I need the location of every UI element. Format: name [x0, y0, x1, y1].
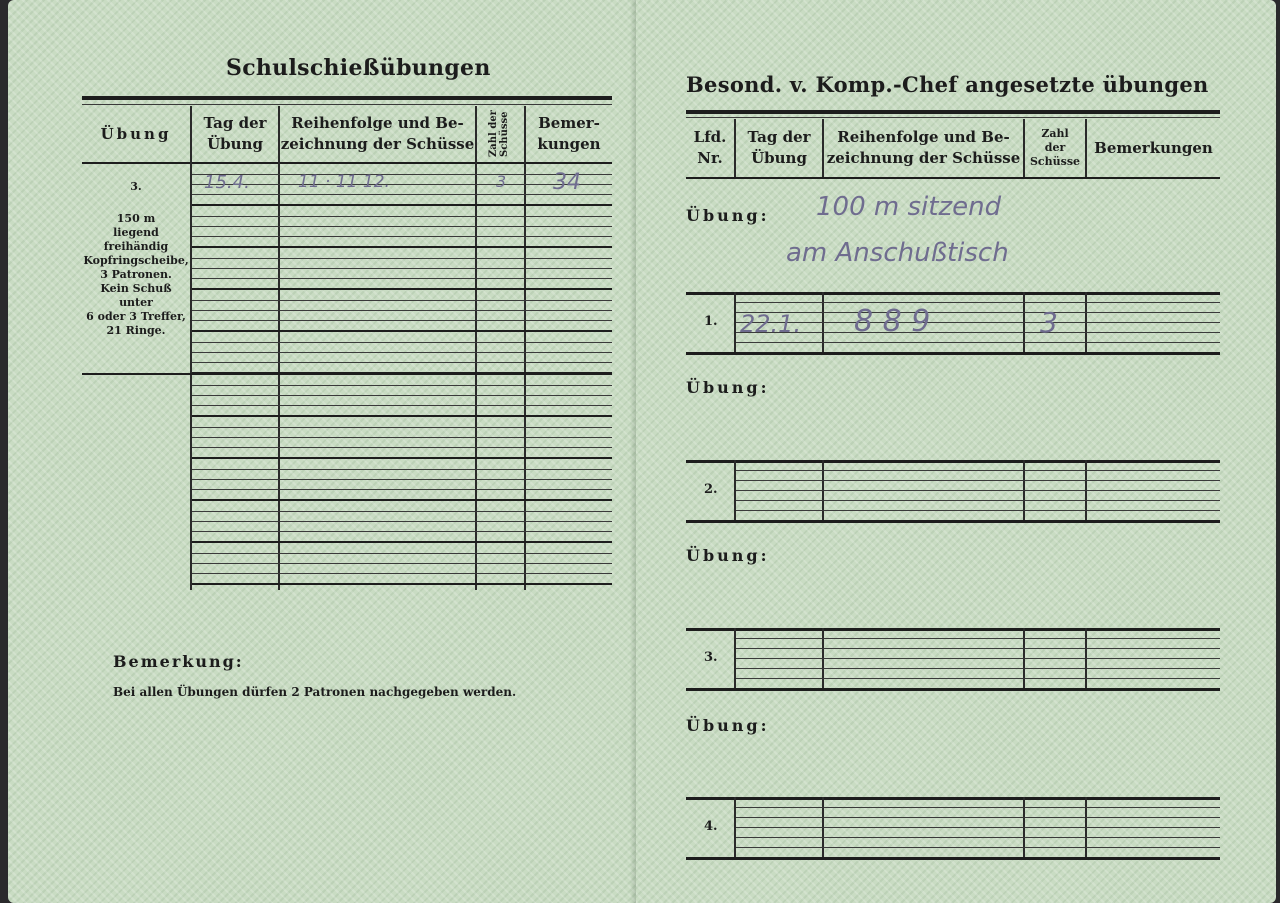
row-group-rule — [192, 330, 612, 332]
row-number: 3. — [704, 650, 718, 665]
row-rule — [192, 236, 612, 237]
right-table-top-thin-rule — [686, 117, 1220, 118]
row-rule — [192, 310, 612, 311]
right-header-bottom-rule — [686, 177, 1220, 179]
entry-count: 3 — [496, 172, 507, 191]
row-rule — [192, 278, 612, 279]
uebung-label: Übung: — [686, 206, 770, 225]
column-divider — [524, 106, 526, 590]
block-row-rule — [736, 678, 1220, 679]
column-divider — [475, 106, 477, 590]
row-rule — [192, 553, 612, 554]
row-rule — [192, 479, 612, 480]
block-top-rule — [686, 797, 1220, 800]
row-rule — [192, 489, 612, 490]
row-rule — [192, 573, 612, 574]
table-top-rule — [82, 96, 612, 100]
block-bottom-rule — [686, 520, 1220, 523]
block-row-rule — [736, 470, 1220, 471]
left-page-title: Schulschießübungen — [226, 55, 491, 81]
uebung-label: Übung: — [686, 378, 770, 397]
handwritten-exercise-line-2: am Anschußtisch — [786, 238, 1009, 268]
block-row-rule — [736, 668, 1220, 669]
row-group-rule — [192, 415, 612, 417]
remark-title: Bemerkung: — [113, 652, 244, 671]
block-row-rule — [736, 302, 1220, 303]
row-rule — [192, 268, 612, 269]
row-rule — [192, 342, 612, 343]
row-group-rule — [192, 583, 612, 585]
block-row-rule — [736, 322, 1220, 323]
exercise-conditions: 150 m liegend freihändig Kopfringscheibe, 3 Patronen. Kein Schuß unter 6 oder 3 Treffer, 21 Ringe. — [83, 212, 189, 337]
left-page — [8, 0, 636, 903]
entry-date: 15.4. — [204, 172, 250, 193]
row-number: 1. — [704, 314, 718, 329]
block-row-rule — [736, 332, 1220, 333]
row-rule — [192, 385, 612, 386]
row-group-rule — [192, 288, 612, 290]
exercise-number: 3. — [130, 180, 142, 193]
row-group-rule — [192, 541, 612, 543]
block-row-rule — [736, 312, 1220, 313]
row-rule — [192, 511, 612, 512]
header-bemerkungen: Bemerkungen — [1094, 138, 1213, 157]
block-row-rule — [736, 827, 1220, 828]
header-reihenfolge: Reihenfolge und Be- zeichnung der Schüsse — [280, 114, 475, 153]
header-uebung: Übung — [100, 124, 172, 143]
block-row-rule — [736, 648, 1220, 649]
row-rule — [192, 521, 612, 522]
header-bottom-rule — [82, 162, 612, 164]
header-zahl-der-schuesse: Zahl der Schüsse — [488, 110, 510, 158]
row-rule — [192, 226, 612, 227]
row-rule — [192, 216, 612, 217]
right-table-top-rule — [686, 110, 1220, 114]
column-divider — [278, 106, 280, 590]
row-group-rule — [192, 372, 612, 374]
entry-remark: 34 — [553, 170, 581, 195]
row-rule — [192, 395, 612, 396]
block-row-rule — [736, 480, 1220, 481]
block-row-rule — [736, 342, 1220, 343]
row-rule — [192, 320, 612, 321]
handwritten-exercise-line-1: 100 m sitzend — [816, 192, 1002, 222]
row-rule — [192, 563, 612, 564]
row-rule — [192, 447, 612, 448]
block-top-rule — [686, 628, 1220, 631]
row1-count: 3 — [1040, 306, 1058, 339]
block-row-rule — [736, 490, 1220, 491]
row-rule — [192, 194, 612, 195]
block-row-rule — [736, 807, 1220, 808]
remark-text: Bei allen Übungen dürfen 2 Patronen nachgegeben werden. — [113, 685, 517, 699]
block-row-rule — [736, 510, 1220, 511]
block-row-rule — [736, 638, 1220, 639]
row-rule — [192, 437, 612, 438]
header-reihenfolge: Reihenfolge und Be- zeichnung der Schüsse — [826, 128, 1021, 167]
header-tag-der-uebung: Tag der Übung — [203, 114, 267, 153]
right-page — [636, 0, 1276, 903]
row1-shots: 8 8 9 — [854, 304, 931, 339]
row-group-rule — [192, 499, 612, 501]
header-lfd-nr: Lfd. Nr. — [693, 128, 727, 167]
header-zahl-der-schuesse: Zahl der Schüsse — [1029, 127, 1081, 168]
row-rule — [192, 427, 612, 428]
block-top-rule — [686, 460, 1220, 463]
right-page-title: Besond. v. Komp.-Chef angesetzte übungen — [686, 72, 1209, 97]
row-group-rule — [192, 246, 612, 248]
uebung-label: Übung: — [686, 716, 770, 735]
row-group-rule — [192, 204, 612, 206]
uebung-label: Übung: — [686, 546, 770, 565]
block-row-rule — [736, 658, 1220, 659]
row-rule — [192, 300, 612, 301]
header-tag-der-uebung: Tag der Übung — [747, 128, 811, 167]
row-rule — [192, 258, 612, 259]
block-bottom-rule — [686, 352, 1220, 355]
row-number: 2. — [704, 482, 718, 497]
row1-date: 22.1. — [740, 310, 802, 338]
block-row-rule — [736, 817, 1220, 818]
column-divider — [190, 106, 192, 590]
row-rule — [192, 352, 612, 353]
block-row-rule — [736, 837, 1220, 838]
block-bottom-rule — [686, 857, 1220, 860]
row-rule — [192, 531, 612, 532]
row-number: 4. — [704, 819, 718, 834]
block-row-rule — [736, 500, 1220, 501]
row-rule — [192, 469, 612, 470]
row-rule — [192, 184, 612, 185]
row-rule — [192, 174, 612, 175]
entry-shots: 11 · 11 12. — [298, 172, 390, 192]
block-row-rule — [736, 847, 1220, 848]
header-bemerkungen: Bemer- kungen — [537, 114, 601, 153]
row-rule — [192, 362, 612, 363]
row-rule — [192, 405, 612, 406]
block-top-rule — [686, 292, 1220, 295]
block-bottom-rule — [686, 688, 1220, 691]
row-group-rule — [192, 457, 612, 459]
table-top-thin-rule — [82, 104, 612, 105]
